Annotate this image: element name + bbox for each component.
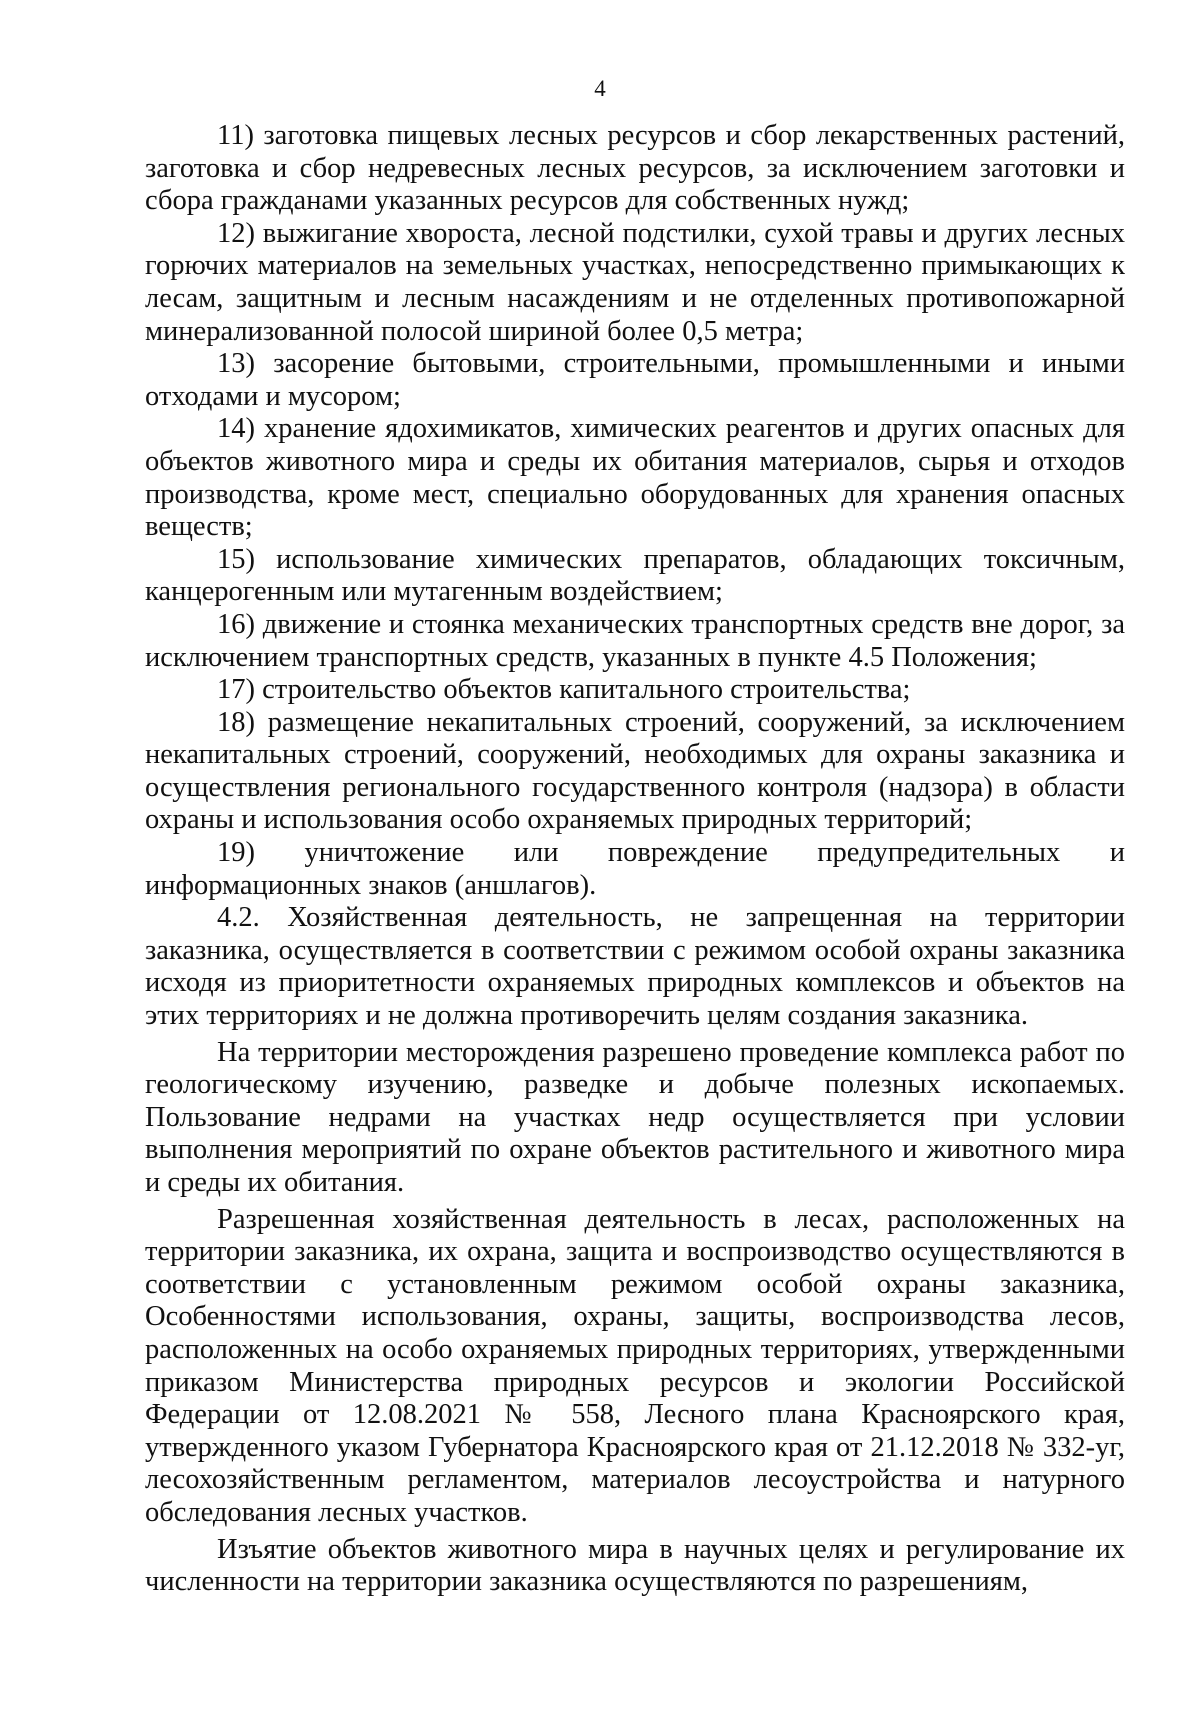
list-item-14: 14) хранение ядохимикатов, химических реагентов и других опасных для объектов животного мира и среды их обитания материалов, сырья и отходов производства, кроме мест, специально оборудованных для хранения опасных веществ; bbox=[145, 413, 1125, 543]
wildlife-paragraph: Изъятие объектов животного мира в научных целях и регулирование их численности на территории заказника осуществляются по разрешениям, bbox=[145, 1533, 1125, 1598]
document-body bbox=[145, 120, 1125, 1599]
list-item-12: 12) выжигание хвороста, лесной подстилки, сухой травы и других лесных горючих материалов на земельных участках, непосредственно примыкающих к лесам, защитным и лесным насаждениям и не отделенных противопожарной минерализованной полосой шириной более 0,5 метра; bbox=[145, 217, 1125, 347]
page-number: 4 bbox=[594, 76, 606, 101]
list-item-17: 17) строительство объектов капитального строительства; bbox=[217, 674, 911, 706]
list-item-18: 18) размещение некапитальных строений, сооружений, за исключением некапитальных строений, сооружений, необходимых для охраны заказника и осуществления регионального государственного контроля (надзора) в области охраны и использования особо охраняемых природных территорий; bbox=[145, 706, 1125, 836]
list-item-19: 19) уничтожение или повреждение предупредительных и информационных знаков (аншлагов). bbox=[145, 837, 1125, 901]
list-item-15: 15) использование химических препаратов, обладающих токсичным, канцерогенным или мутагенным воздействием; bbox=[145, 543, 1125, 608]
section-4-2-paragraph: 4.2. Хозяйственная деятельность, не запрещенная на территории заказника, осуществляется в соответствии с режимом особой охраны заказника исходя из приоритетности охраняемых природных комплексов и объектов на этих территориях и не должна противоречить целям создания заказника. bbox=[145, 902, 1125, 1032]
list-item-11: 11) заготовка пищевых лесных ресурсов и сбор лекарственных растений, заготовка и сбор недревесных лесных ресурсов, за исключением заготовки и сбора гражданами указанных ресурсов для собственных нужд; bbox=[145, 120, 1125, 217]
deposit-paragraph: На территории месторождения разрешено проведение комплекса работ по геологическому изучению, разведке и добыче полезных ископаемых. Пользование недрами на участках недр осуществляется при условии выполнения мероприятий по охране объектов растительного и животного мира и среды их обитания. bbox=[145, 1036, 1125, 1198]
list-item-16: 16) движение и стоянка механических транспортных средств вне дорог, за исключением транспортных средств, указанных в пункте 4.5 Положения; bbox=[145, 608, 1125, 673]
list-item-13: 13) засорение бытовыми, строительными, промышленными и иными отходами и мусором; bbox=[145, 348, 1125, 412]
forest-activity-paragraph: Разрешенная хозяйственная деятельность в лесах, расположенных на территории заказника, их охрана, защита и воспроизводство осуществляются в соответствии с установленным режимом особой охраны заказника, Особенностями использования, охраны, защиты, воспроизводства лесов, расположенных на особо охраняемых природных территориях, утвержденными приказом Министерства природных ресурсов и экологии Российской Федерации от 12.08.2021 № 558, Лесного плана Красноярского края, утвержденного указом Губернатора Красноярского края от 21.12.2018 № 332-уг, лесохозяйственным регламентом, материалов лесоустройства и натурного обследования лесных участков. bbox=[145, 1203, 1125, 1528]
